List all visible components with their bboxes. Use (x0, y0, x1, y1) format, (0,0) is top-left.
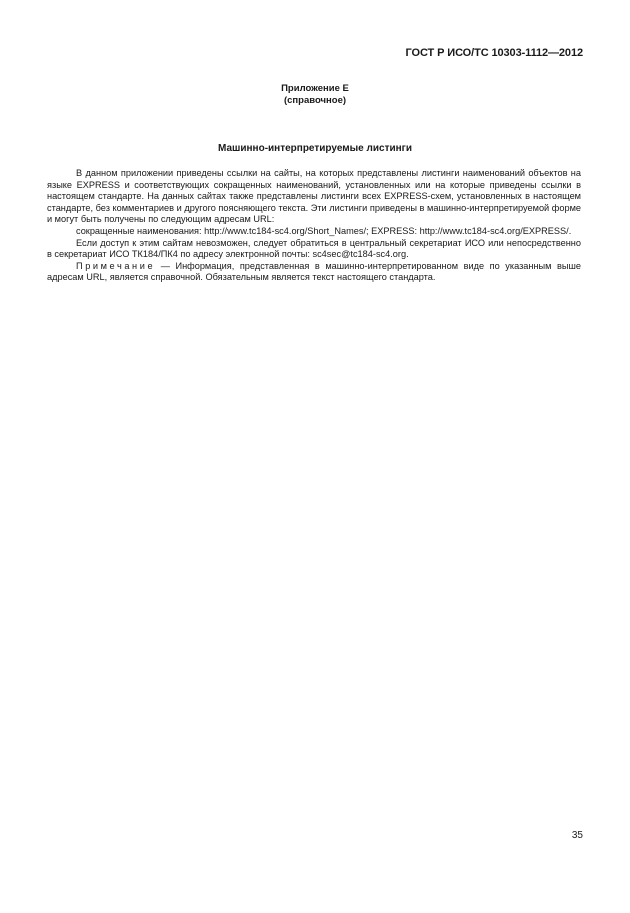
appendix-title: Приложение Е (281, 83, 349, 94)
appendix-heading (0, 83, 630, 107)
page-number: 35 (571, 830, 583, 841)
appendix-subtitle: (справочное) (283, 95, 347, 106)
section-title: Машинно-интерпретируемые листинги (218, 143, 412, 154)
paragraph-urls: сокращенные наименования: http://www.tc184-sc4.org/Short_Names/; EXPRESS: http://www.tc184-sc4.org/EXPRESS/. (76, 225, 572, 236)
note-text: — Информация, представленная в машинно-интерпретированном виде по указанным выше адресам URL, является справочной. Обязательным является текст настоящего стандарта. (47, 260, 581, 283)
standard-header: ГОСТ Р ИСО/ТС 10303-1112—2012 (405, 47, 583, 59)
body-text (47, 168, 581, 284)
note-paragraph (47, 261, 581, 284)
note-label: Примечание (76, 260, 156, 271)
paragraph-intro: В данном приложении приведены ссылки на сайты, на которых представлены листинги наименований объектов на языке EXPRESS и соответствующих сокращенных наименований, установленных или на которые приведены ссылки в настоящем стандарте. На данных сайтах также представлены листинги всех EXPRESS-схем, установленных в настоящем стандарте, без комментариев и другого поясняющего текста. Эти листинги приведены в машинно-интерпретируемой форме и могут быть получены по следующим адресам URL: (47, 168, 581, 225)
paragraph-contact: Если доступ к этим сайтам невозможен, следует обратиться в центральный секретариат ИСО или непосредственно в секретариат ИСО ТК184/ПК4 по адресу электронной почты: sc4sec@tc184-sc4.org. (47, 237, 581, 260)
